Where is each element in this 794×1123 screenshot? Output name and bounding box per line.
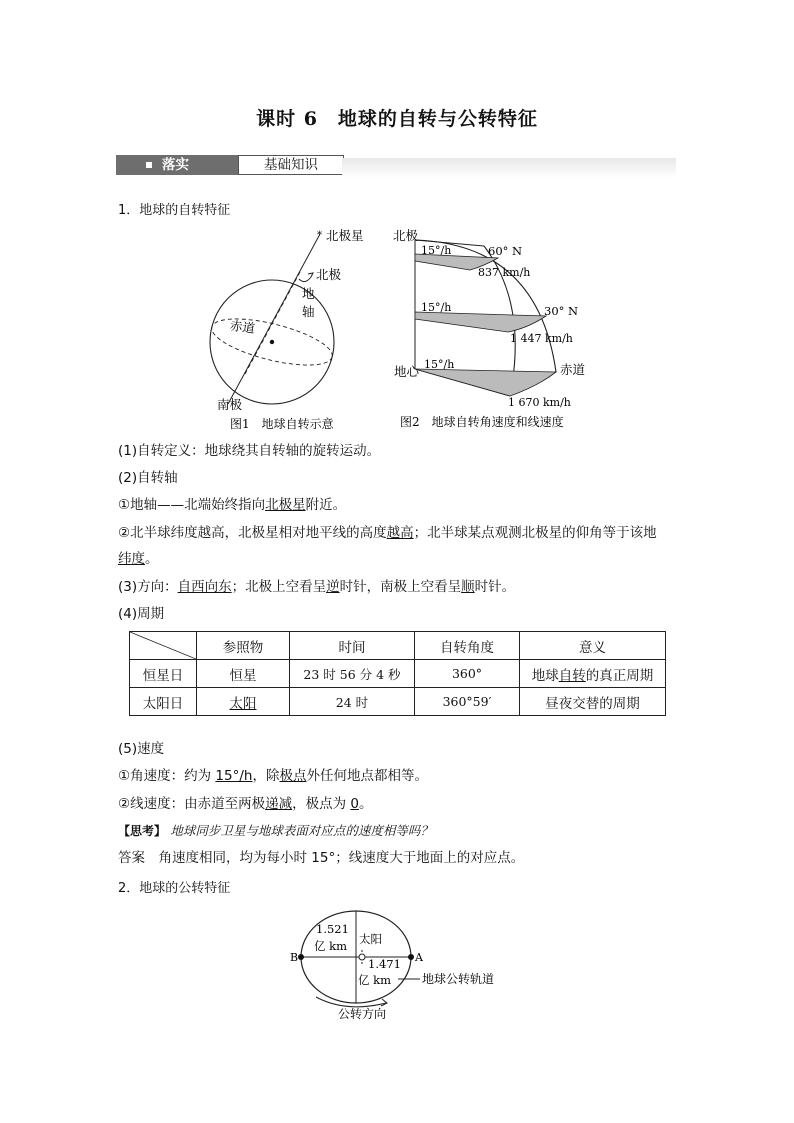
fig2-north-pole-label: 北极 xyxy=(393,228,419,243)
label-b: B xyxy=(290,951,299,964)
figure-earth-orbit xyxy=(286,905,516,1025)
answer-zero: 0 xyxy=(350,796,359,812)
p-speed: (5)速度 xyxy=(118,741,165,757)
equator-sector xyxy=(415,369,556,396)
table-header-row xyxy=(130,632,666,660)
p-axis-points: ①地轴——北端始终指向北极星附近。 xyxy=(118,497,347,513)
point-b xyxy=(298,954,304,960)
table-cell: 太阳 xyxy=(197,688,290,716)
fig1-south-pole-label: 南极 xyxy=(217,397,243,412)
table-cell: 地球自转的真正周期 xyxy=(520,660,666,688)
fig1-north-pole-label: 北极 xyxy=(316,267,342,282)
answer-polaris: 北极星 xyxy=(265,497,306,513)
fig2-ang1: 15°/h xyxy=(421,244,452,257)
a-dist-value: 1.471 xyxy=(368,957,401,971)
fig1-equator-label: 赤道 xyxy=(229,317,256,337)
fig2-v30: 1 447 km/h xyxy=(510,332,573,345)
table-cell: 360°59′ xyxy=(415,688,520,716)
table-header: 参照物 xyxy=(197,632,290,660)
p-period: (4)周期 xyxy=(118,606,165,622)
table-header: 自转角度 xyxy=(415,632,520,660)
table-cell: 太阳日 xyxy=(130,688,197,716)
think-tag: 【思考】 xyxy=(118,824,167,838)
table-header: 时间 xyxy=(290,632,415,660)
p-linear-speed: ②线速度：由赤道至两极递减，极点为 0。 xyxy=(118,796,373,812)
section2-heading: 2．地球的公转特征 xyxy=(118,881,231,896)
answer-15deg: 15°/h xyxy=(215,768,253,784)
answer-west-to-east: 自西向东 xyxy=(177,579,232,595)
p-rotation-axis: (2)自转轴 xyxy=(118,470,178,486)
orbit-label: 地球公转轨道 xyxy=(422,972,495,986)
answer-decrease: 递减 xyxy=(265,796,293,812)
answer-counterclockwise: 逆 xyxy=(326,579,340,595)
think-question: 【思考】 地球同步卫星与地球表面对应点的速度相等吗？ xyxy=(118,823,433,838)
p-polaris-height: ②北半球纬度越高，北极星相对地平线的高度越高；北半球某点观测北极星的仰角等于该地 xyxy=(118,525,657,541)
fig2-v60: 837 km/h xyxy=(478,266,531,279)
page-title: 课时 6 地球的自转与公转特征 xyxy=(256,108,538,130)
rotation-period-table xyxy=(129,631,666,716)
square-bullet-icon xyxy=(146,162,152,168)
a-dist-unit: 亿 km xyxy=(358,973,392,987)
answer-tag: 答案 xyxy=(118,850,145,866)
p-rotation-definition: (1)自转定义：地球绕其自转轴的旋转运动。 xyxy=(118,443,381,459)
banner-light-tab: 基础知识 xyxy=(238,155,344,175)
answer-line: 答案 角速度相同，均为每小时 15°；线速度大于地面上的对应点。 xyxy=(118,850,525,866)
banner-shade xyxy=(342,158,676,178)
figure-earth-rotation xyxy=(200,222,380,434)
table-cell: 恒星日 xyxy=(130,660,197,688)
fig2-ang2: 15°/h xyxy=(421,301,452,314)
banner-dark-tab xyxy=(116,155,238,175)
direction-arrow-icon xyxy=(316,997,386,1007)
sun-label: 太阳 xyxy=(359,932,382,946)
b-dist-value: 1.521 xyxy=(316,922,349,936)
fig2-caption: 图2 地球自转角速度和线速度 xyxy=(400,415,564,429)
section1-heading: 1．地球的自转特征 xyxy=(118,203,231,218)
fig2-center-label: 地心 xyxy=(394,364,420,379)
banner-dark-label: 落实 xyxy=(162,157,189,173)
figure-rotation-speed xyxy=(388,224,608,434)
earth-center-dot xyxy=(270,340,274,344)
fig1-caption: 图1 地球自转示意 xyxy=(230,417,334,431)
lat30-sector xyxy=(415,312,546,332)
star-icon: * xyxy=(317,230,322,241)
fig2-lat30-label: 30° N xyxy=(544,304,579,318)
answer-latitude: 纬度 xyxy=(118,551,145,567)
fig2-ang3: 15°/h xyxy=(424,358,455,371)
fig1-axis-label-1: 地 xyxy=(302,286,315,301)
fig1-polaris-label: 北极星 xyxy=(326,228,364,243)
table-header: 意义 xyxy=(520,632,666,660)
table-cell: 昼夜交替的周期 xyxy=(520,688,666,716)
table-cell: 23 时 56 分 4 秒 xyxy=(290,660,415,688)
point-a xyxy=(408,954,414,960)
p-polaris-height-cont: 纬度。 xyxy=(118,551,159,567)
direction-label: 公转方向 xyxy=(338,1007,387,1021)
table-cell: 恒星 xyxy=(197,660,290,688)
b-dist-unit: 亿 km xyxy=(314,939,348,953)
rotation-arrow-icon xyxy=(299,277,311,282)
table-cell: 360° xyxy=(415,660,520,688)
section-banner xyxy=(116,155,676,177)
fig1-axis-label-2: 轴 xyxy=(302,304,315,319)
answer-higher: 越高 xyxy=(386,525,414,541)
fig2-equator-label: 赤道 xyxy=(560,362,586,377)
answer-pole: 极点 xyxy=(279,768,307,784)
label-a: A xyxy=(415,951,423,964)
answer-clockwise: 顺 xyxy=(461,579,475,595)
table-row xyxy=(130,660,666,688)
p-angular-speed: ①角速度：约为 15°/h，除极点外任何地点都相等。 xyxy=(118,768,428,784)
fig2-v0: 1 670 km/h xyxy=(508,396,571,409)
table-cell: 24 时 xyxy=(290,688,415,716)
table-corner-cell xyxy=(130,632,197,660)
table-row xyxy=(130,688,666,716)
fig2-lat60-label: 60° N xyxy=(488,244,523,258)
p-direction: (3)方向：自西向东；北极上空看呈逆时针，南极上空看呈顺时针。 xyxy=(118,579,516,595)
